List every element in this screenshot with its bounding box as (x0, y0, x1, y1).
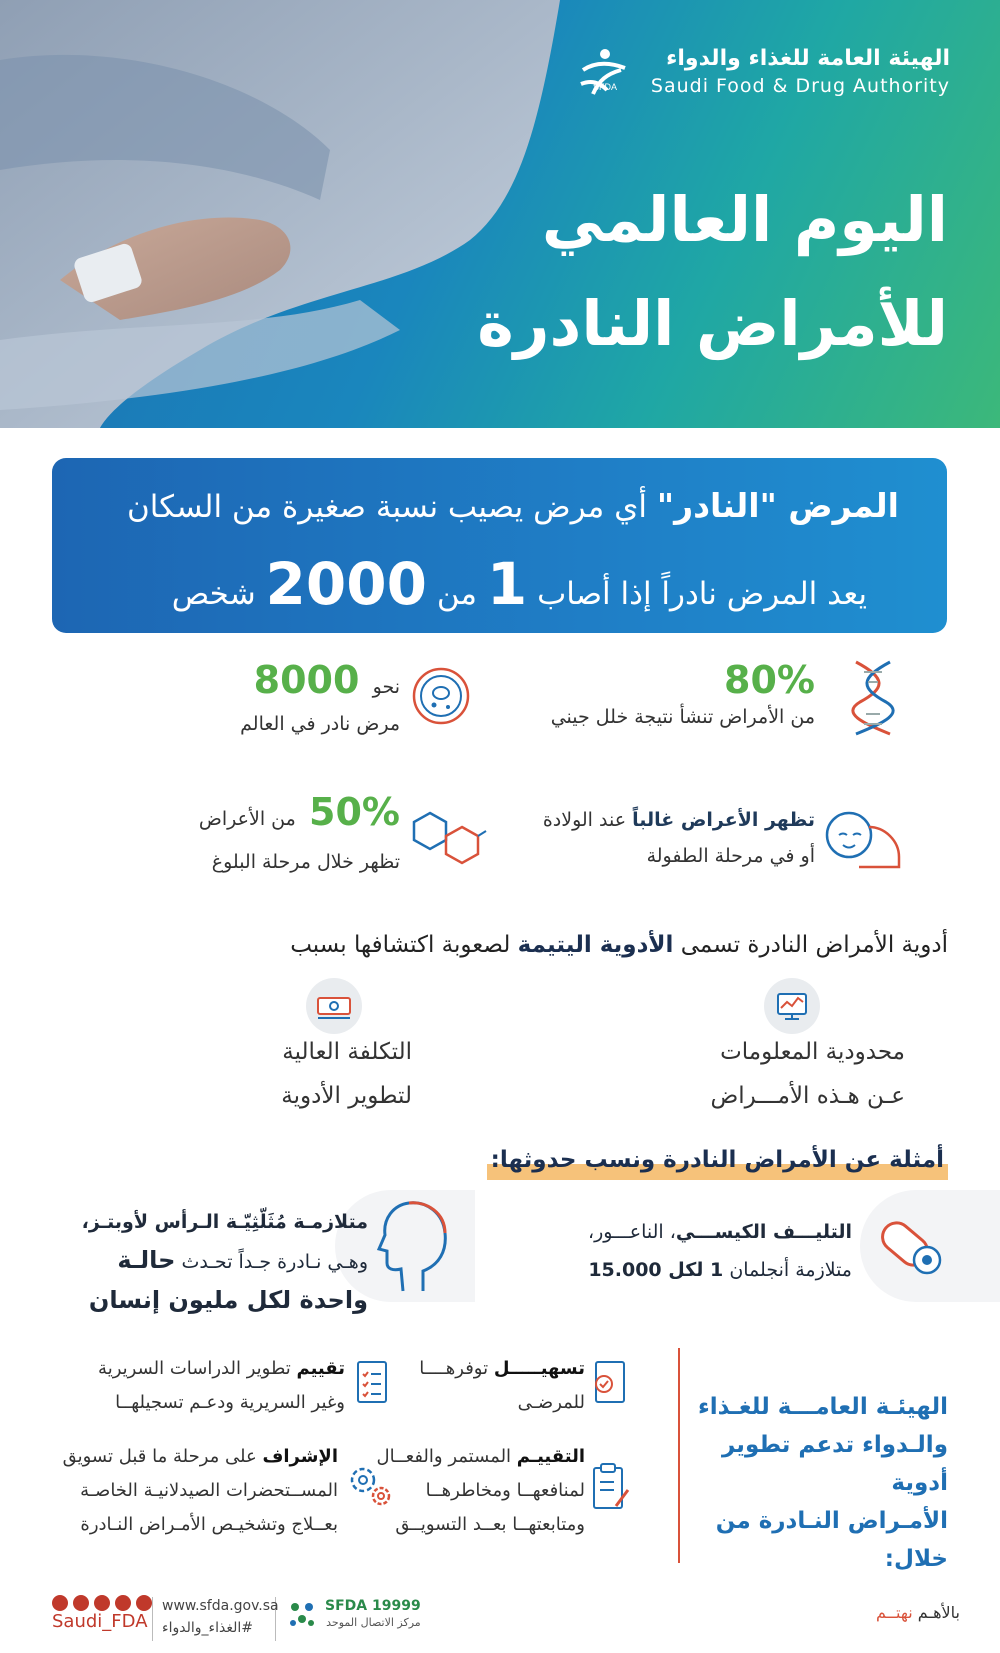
call-center-number: SFDA 19999 (325, 1598, 421, 1614)
reason-1-line-2: عـن هـذه الأمـــراض (710, 1083, 905, 1109)
footer (0, 1585, 1000, 1653)
example-1-line-1 (588, 1213, 852, 1251)
service-evaluate-studies (98, 1352, 345, 1420)
cell-icon (410, 665, 472, 727)
capsule-cell-icon (872, 1210, 952, 1286)
page-title (477, 168, 948, 376)
definition-ratio-person: شخص (171, 576, 256, 612)
logo-arabic-name: الهيئة العامة للغذاء والدواء (666, 46, 950, 71)
service-1-bold: تسهيـــــل (493, 1358, 585, 1379)
stat-birth-bold: تظهر الأعراض غالباً (632, 809, 815, 831)
monitor-chart-icon (764, 978, 820, 1034)
stat-count-text: مرض نادر في العالم (240, 713, 400, 735)
orphan-heading-bold: الأدوية اليتيمة (517, 932, 674, 958)
title-line-1: اليوم العالمي (541, 183, 948, 256)
baby-icon (819, 805, 905, 873)
definition-line-1 (127, 478, 899, 535)
support-line-1: الهيئـة العامـــة للغـذاء (697, 1394, 948, 1420)
facebook-icon[interactable] (52, 1595, 68, 1611)
definition-ratio-one: 1 (486, 550, 528, 618)
document-check-icon (590, 1358, 630, 1406)
reason-high-cost (281, 1030, 412, 1118)
support-line-2: والـدواء تدعم تطوير أدوية (722, 1432, 948, 1496)
instagram-icon[interactable] (94, 1595, 110, 1611)
money-icon (306, 978, 362, 1034)
youtube-icon[interactable] (73, 1595, 89, 1611)
example-2-rarity-text: وهـي نـادرة جـداً تحـدث (181, 1251, 368, 1273)
stat-genetic (551, 658, 815, 732)
service-4-line-3: بعــلاج وتشخيـص الأمـراض النـادرة (80, 1514, 338, 1535)
snapchat-icon[interactable] (115, 1595, 131, 1611)
clipboard-pen-icon (590, 1460, 630, 1512)
example-2-case: حالـة (117, 1246, 176, 1274)
rare-disease-definition (52, 458, 947, 633)
service-4-bold: الإشراف (262, 1446, 338, 1467)
unified-call-center[interactable] (285, 1597, 421, 1631)
orphan-heading-pre: أدوية الأمراض النادرة تسمى (680, 932, 948, 958)
service-facilitate-availability (419, 1352, 585, 1420)
service-2-line-2: وغير السريرية ودعـم تسجيلهــا (115, 1392, 345, 1413)
definition-line-2 (171, 550, 867, 625)
example-1-line-2 (588, 1251, 852, 1289)
example-cystic-fibrosis (588, 1213, 852, 1289)
service-4-line-1 (63, 1440, 338, 1474)
service-2-rest: تطوير الدراسات السريرية (98, 1358, 291, 1379)
examples-heading: أمثلة عن الأمراض النادرة ونسب حدوثها: (487, 1140, 948, 1180)
stat-adult-value: 50% (309, 790, 400, 834)
hero-banner (0, 0, 1000, 428)
stat-birth (543, 805, 815, 871)
example-1-diseases-rest: ، الناعـــور، (587, 1221, 676, 1243)
social-icons (52, 1595, 152, 1611)
call-center-label: مركز الاتصال الموحد (326, 1616, 421, 1629)
example-1-angelman: متلازمة أنجلمان (729, 1259, 852, 1281)
stat-adult-rest: من الأعراض (198, 808, 296, 830)
service-pre-marketing-supervision (63, 1440, 338, 1542)
dna-icon (846, 658, 900, 738)
support-line-3: الأمـراض النـادرة من خلال: (715, 1508, 948, 1572)
definition-text: أي مرض يصيب نسبة صغيرة من السكان (127, 489, 648, 525)
twitter-icon[interactable] (136, 1595, 152, 1611)
example-2-line-2 (82, 1241, 368, 1281)
stat-adult-line-2: تظهر خلال مرحلة البلوغ (211, 851, 400, 873)
svg-text:SFDA: SFDA (592, 82, 617, 92)
footer-social (52, 1595, 152, 1633)
gears-icon (345, 1460, 395, 1510)
stat-adult (199, 790, 400, 877)
sfda-call-center-icon (285, 1597, 319, 1631)
example-2-line-1: متلازمـة مُثَلّثِيّـة الـرأس لأوبتـز، (81, 1211, 368, 1233)
title-line-2: للأمراض النادرة (477, 287, 948, 360)
reason-2-line-2: لتطوير الأدوية (281, 1083, 412, 1109)
service-3-line-1 (377, 1440, 585, 1474)
stat-adult-value-line (199, 790, 400, 841)
service-4-rest: على مرحلة ما قبل تسويق (62, 1446, 257, 1467)
service-continuous-evaluation (377, 1440, 585, 1542)
reason-1-line-1: محدودية المعلومات (720, 1039, 905, 1065)
slogan-post: نهتــم (875, 1603, 913, 1622)
definition-ratio-population: 2000 (265, 550, 427, 618)
stat-count-prefix: نحو (372, 676, 400, 698)
service-4-line-2: المســتحضرات الصيدلانيـة الخاصـة (80, 1480, 338, 1501)
definition-term: المرض "النادر" (656, 486, 899, 525)
social-handle[interactable]: Saudi_FDA (52, 1611, 148, 1632)
reason-2-line-1: التكلفة العالية (282, 1039, 412, 1065)
service-2-bold: تقييم (296, 1358, 345, 1379)
sfda-logo-mark-icon (573, 40, 637, 104)
definition-ratio-text: يعد المرض نادراً إذا أصاب (537, 576, 867, 612)
example-1-rate: 1 لكل 15.000 (588, 1259, 724, 1281)
service-1-line-1 (419, 1352, 585, 1386)
footer-web (162, 1595, 279, 1639)
stat-count-value: 8000 (253, 658, 360, 702)
stat-count-value-line (240, 658, 400, 709)
footer-separator-2 (152, 1597, 153, 1641)
service-3-line-3: ومتابعتهــا بعــد التسويــق (395, 1514, 585, 1535)
orphan-heading-post: لصعوبة اكتشافها بسبب (290, 932, 511, 958)
service-3-rest: المستمر والفعــال (376, 1446, 512, 1467)
orphan-drugs-heading (290, 925, 948, 965)
logo-english-name: Saudi Food & Drug Authority (650, 75, 950, 97)
stat-birth-rest: عند الولادة (542, 809, 627, 831)
stat-birth-line-1 (543, 805, 815, 835)
molecule-icon (408, 805, 488, 871)
definition-ratio-of: من (436, 576, 478, 612)
service-1-line-2: للمرضـى (517, 1392, 585, 1413)
service-1-rest: توفرهــــا (419, 1358, 489, 1379)
slogan-pre: بالأهـم (917, 1603, 960, 1622)
example-2-rate: واحدة لكل مليون إنسان (88, 1286, 368, 1314)
checklist-icon (352, 1358, 392, 1406)
service-3-line-2: لمنافعهــا ومخاطرهــا (425, 1480, 585, 1501)
hashtag: #الغذاء_والدواء (162, 1620, 253, 1636)
stat-count (240, 658, 400, 739)
service-2-line-1 (98, 1352, 345, 1386)
example-opitz-trigonocephaly (82, 1203, 368, 1319)
support-divider (678, 1348, 680, 1563)
reason-limited-information (710, 1030, 905, 1118)
head-profile-icon (375, 1195, 455, 1295)
sfda-support-statement (678, 1388, 948, 1578)
example-1-diseases-bold: التليـــف الكيســـي (675, 1221, 852, 1243)
stat-genetic-value: 80% (724, 658, 815, 702)
footer-slogan (876, 1603, 960, 1622)
stat-birth-line-2: أو في مرحلة الطفولة (646, 845, 815, 867)
stat-genetic-text: من الأمراض تنشأ نتيجة خلل جيني (550, 706, 815, 728)
website-link[interactable]: www.sfda.gov.sa (162, 1598, 279, 1614)
service-3-bold: التقييـم (516, 1446, 585, 1467)
sfda-logo (573, 40, 950, 104)
